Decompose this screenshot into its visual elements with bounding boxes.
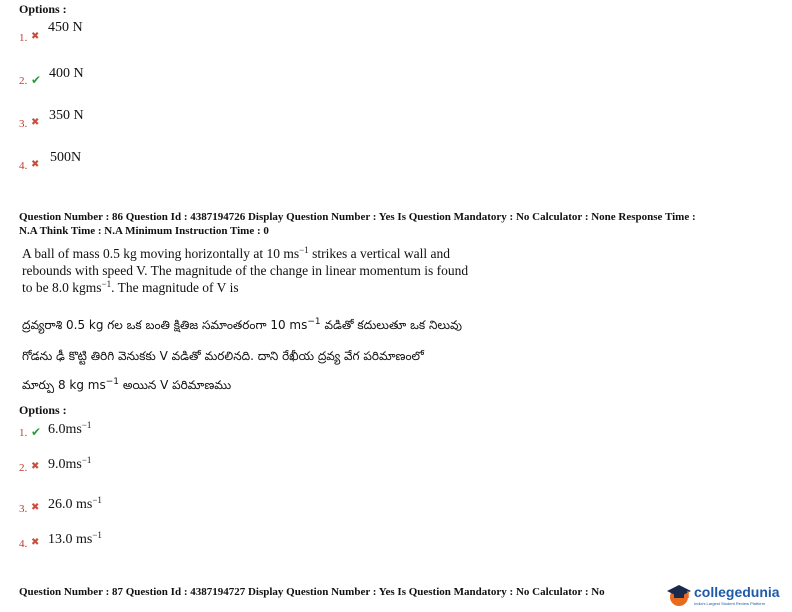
telugu-text-line: గోడను ఢీ కొట్టి తిరిగి వెనుకకు V వడితో మరలినది. దాని రేఖీయ ద్రవ్య వేగ పరిమాణంలో xyxy=(22,349,424,363)
option-text: $9.0ms^{-1}$ xyxy=(48,455,92,472)
option-number: 1. xyxy=(19,32,28,44)
wrong-mark-icon: ✖ xyxy=(31,31,40,42)
question-text-line: A ball of mass 0.5 kg moving horizontally at 10 $ms^{-1}$ strikes a vertical wall and xyxy=(22,245,451,261)
wrong-mark-icon: ✖ xyxy=(31,537,40,548)
check-mark-icon: ✔ xyxy=(31,425,42,439)
question-text-line: to be 8.0 kgms$^{-1}$. The magnitude of V is xyxy=(22,279,239,295)
question-meta: Question Number : 86 Question Id : 4387194726 Display Question Number : Yes Is Question Mandatory : No Calculator : None Response Time : xyxy=(19,211,696,223)
question-meta-continued: N.A Think Time : N.A Minimum Instruction Time : 0 xyxy=(19,225,269,237)
option-text: 450 N xyxy=(48,20,83,35)
brand-tagline: India's Largest Student Review Platform xyxy=(694,601,766,606)
options-heading: Options : xyxy=(19,403,67,417)
option-text: 350 N xyxy=(49,108,84,123)
options-heading: Options : xyxy=(19,2,67,16)
option-number: 4. xyxy=(19,160,28,172)
option-text: $6.0ms^{-1}$ xyxy=(48,420,92,437)
option-text: 26.0 $ms^{-1}$ xyxy=(48,495,102,512)
telugu-text-line: ద్రవ్యరాశి 0.5 kg గల ఒక బంతి క్షితిజ సమాంతరంగా 10 $ms^{-1}$ వడితో కదులుతూ ఒక నిలువు xyxy=(22,317,463,332)
option-number: 1. xyxy=(19,427,28,439)
option-number: 2. xyxy=(19,462,28,474)
option-text: 13.0 $ms^{-1}$ xyxy=(48,530,102,547)
question-text-line: rebounds with speed V. The magnitude of the change in linear momentum is found xyxy=(22,263,469,278)
option-number: 3. xyxy=(19,118,28,130)
telugu-text-line: మార్పు 8 kg $ms^{-1}$ అయిన V పరిమాణము xyxy=(22,377,232,392)
option-number: 2. xyxy=(19,75,28,87)
option-number: 4. xyxy=(19,538,28,550)
option-text: 500N xyxy=(50,150,82,165)
wrong-mark-icon: ✖ xyxy=(31,117,40,128)
wrong-mark-icon: ✖ xyxy=(31,461,40,472)
wrong-mark-icon: ✖ xyxy=(31,502,40,513)
wrong-mark-icon: ✖ xyxy=(31,159,40,170)
brand-name: collegedunia xyxy=(694,584,780,600)
option-number: 3. xyxy=(19,503,28,515)
graduation-cap-icon xyxy=(666,582,692,608)
check-mark-icon: ✔ xyxy=(31,73,42,87)
option-text: 400 N xyxy=(49,66,84,81)
collegedunia-watermark xyxy=(662,580,792,612)
question-meta: Question Number : 87 Question Id : 4387194727 Display Question Number : Yes Is Question Mandatory : No Calculator : No xyxy=(19,586,605,598)
